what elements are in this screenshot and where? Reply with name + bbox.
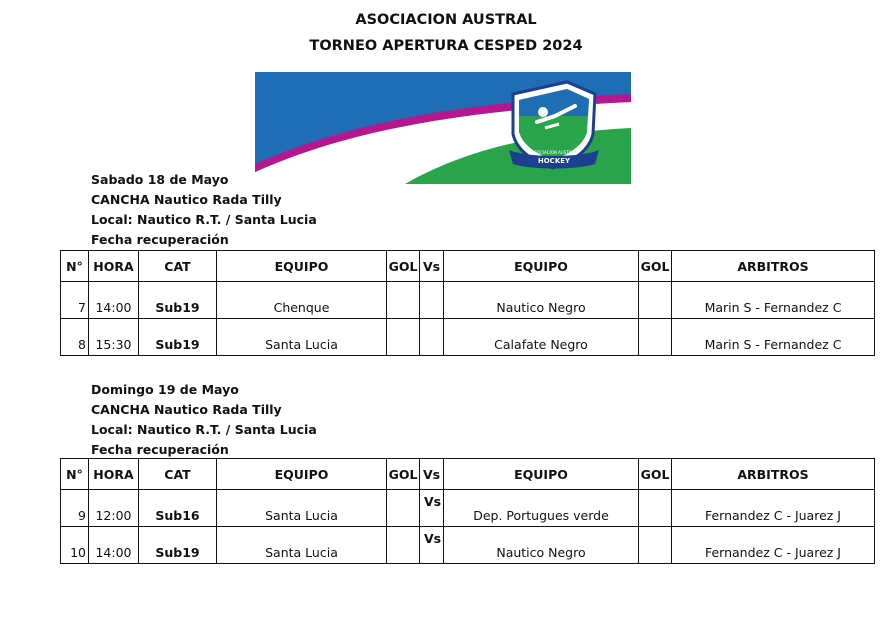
section-note: Fecha recuperación	[91, 232, 229, 247]
match-time: 15:30	[89, 319, 139, 356]
hockey-banner-logo	[255, 72, 631, 184]
col-arbitros-header: ARBITROS	[672, 459, 875, 490]
hockey-shield-icon	[509, 82, 599, 169]
col-gol-header: GOL	[387, 251, 420, 282]
match-category: Sub16	[139, 490, 217, 527]
section-1-info	[91, 170, 317, 250]
match-number: 10	[61, 527, 89, 564]
match-home-goals	[387, 527, 420, 564]
table-row	[61, 490, 875, 527]
match-home-team: Santa Lucia	[217, 490, 387, 527]
section-2-info	[91, 380, 317, 460]
tournament-association-title: ASOCIACION AUSTRAL	[355, 12, 537, 28]
col-hora-header: HORA	[89, 251, 139, 282]
section-local: Local: Nautico R.T. / Santa Lucia	[91, 422, 317, 437]
col-gol2-header: GOL	[639, 251, 672, 282]
match-home-team: Santa Lucia	[217, 527, 387, 564]
match-vs	[420, 282, 444, 319]
match-time: 14:00	[89, 527, 139, 564]
match-away-team: Nautico Negro	[444, 282, 639, 319]
section-venue: CANCHA Nautico Rada Tilly	[91, 192, 282, 207]
col-equipo-header: EQUIPO	[217, 459, 387, 490]
section-venue: CANCHA Nautico Rada Tilly	[91, 402, 282, 417]
col-hora-header: HORA	[89, 459, 139, 490]
match-away-goals	[639, 527, 672, 564]
match-category: Sub19	[139, 527, 217, 564]
col-number-header: N°	[61, 251, 89, 282]
match-referees: Marin S - Fernandez C	[672, 319, 875, 356]
match-away-goals	[639, 319, 672, 356]
match-vs: Vs	[420, 490, 444, 527]
section-local: Local: Nautico R.T. / Santa Lucia	[91, 212, 317, 227]
match-number: 8	[61, 319, 89, 356]
match-referees: Marin S - Fernandez C	[672, 282, 875, 319]
table-row	[61, 527, 875, 564]
match-vs: Vs	[420, 527, 444, 564]
match-away-team: Dep. Portugues verde	[444, 490, 639, 527]
col-vs-header: Vs	[420, 459, 444, 490]
table-header-row	[61, 459, 875, 490]
match-home-team: Chenque	[217, 282, 387, 319]
match-home-goals	[387, 319, 420, 356]
match-time: 12:00	[89, 490, 139, 527]
match-home-goals	[387, 490, 420, 527]
fixture-table-1	[60, 250, 875, 356]
section-date: Sabado 18 de Mayo	[91, 172, 229, 187]
col-equipo2-header: EQUIPO	[444, 251, 639, 282]
col-equipo-header: EQUIPO	[217, 251, 387, 282]
match-number: 7	[61, 282, 89, 319]
col-vs-header: Vs	[420, 251, 444, 282]
match-referees: Fernandez C - Juarez J	[672, 527, 875, 564]
shield-top-text: ASOCIACION AUSTRAL	[531, 150, 577, 155]
match-away-goals	[639, 490, 672, 527]
table-row	[61, 319, 875, 356]
match-referees: Fernandez C - Juarez J	[672, 490, 875, 527]
match-away-team: Calafate Negro	[444, 319, 639, 356]
match-away-goals	[639, 282, 672, 319]
match-away-team: Nautico Negro	[444, 527, 639, 564]
col-cat-header: CAT	[139, 251, 217, 282]
match-number: 9	[61, 490, 89, 527]
match-vs	[420, 319, 444, 356]
col-number-header: N°	[61, 459, 89, 490]
tournament-name-title: TORNEO APERTURA CESPED 2024	[309, 38, 583, 54]
col-cat-header: CAT	[139, 459, 217, 490]
col-gol2-header: GOL	[639, 459, 672, 490]
col-gol-header: GOL	[387, 459, 420, 490]
match-home-goals	[387, 282, 420, 319]
col-equipo2-header: EQUIPO	[444, 459, 639, 490]
table-header-row	[61, 251, 875, 282]
match-home-team: Santa Lucia	[217, 319, 387, 356]
table-row	[61, 282, 875, 319]
match-time: 14:00	[89, 282, 139, 319]
section-date: Domingo 19 de Mayo	[91, 382, 239, 397]
shield-hockey-text: HOCKEY	[537, 157, 571, 165]
col-arbitros-header: ARBITROS	[672, 251, 875, 282]
match-category: Sub19	[139, 282, 217, 319]
section-note: Fecha recuperación	[91, 442, 229, 457]
match-category: Sub19	[139, 319, 217, 356]
fixture-table-2	[60, 458, 875, 564]
